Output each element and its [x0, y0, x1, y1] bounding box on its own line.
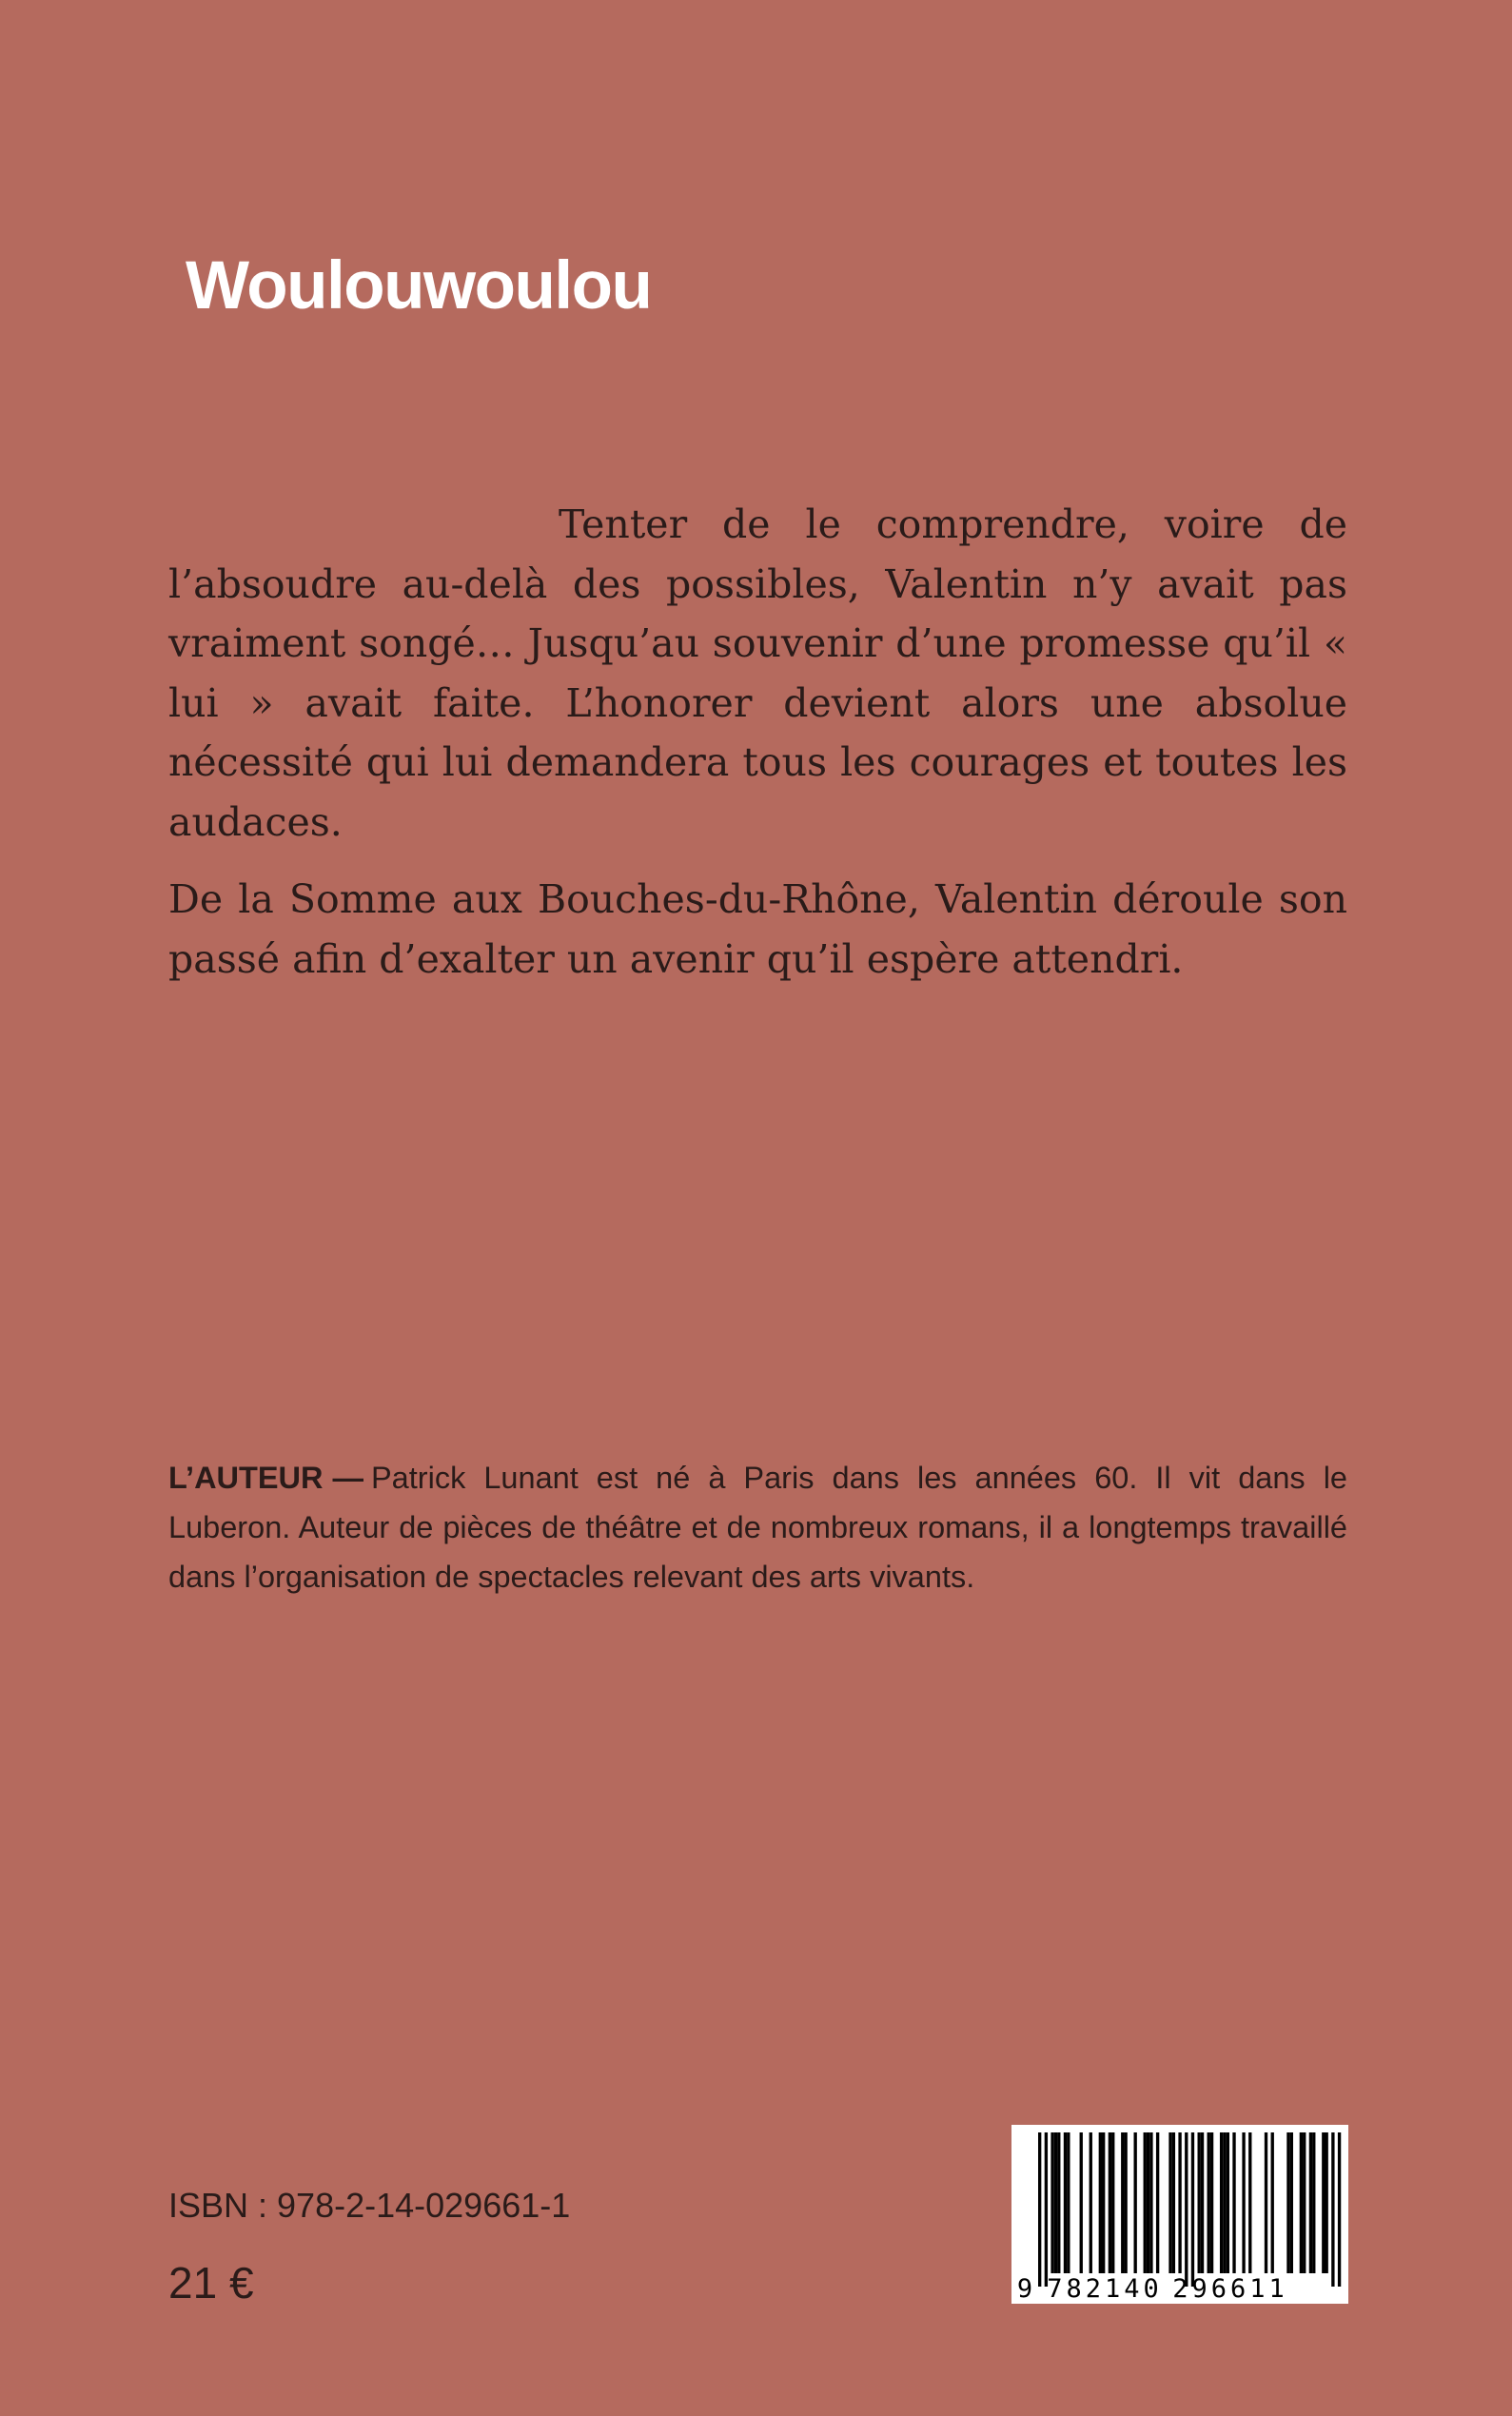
barcode-bar: [1124, 2132, 1127, 2273]
barcode-bar: [1051, 2132, 1053, 2273]
barcode-right-digits: 296611: [1172, 2274, 1288, 2304]
barcode-bar: [1156, 2132, 1159, 2273]
barcode-bar: [1168, 2132, 1171, 2273]
barcode-graphic: [1011, 2125, 1348, 2304]
barcode-first-digit: 9: [1016, 2274, 1033, 2304]
barcode-bar: [1331, 2132, 1334, 2287]
price-text: 21 €: [168, 2258, 254, 2308]
barcode-bar: [1045, 2132, 1048, 2287]
book-title: Woulouwoulou: [186, 248, 652, 324]
barcode-bar: [1185, 2132, 1188, 2287]
barcode-bar: [1064, 2132, 1067, 2273]
barcode-bars: [1038, 2132, 1341, 2287]
back-cover-blurb: [168, 495, 1347, 989]
barcode-bar: [1099, 2132, 1102, 2273]
barcode-bar: [1090, 2132, 1092, 2273]
barcode-bar: [1147, 2132, 1149, 2273]
barcode-bar: [1038, 2132, 1041, 2287]
barcode-bar: [1210, 2132, 1213, 2273]
barcode-bar: [1198, 2132, 1201, 2273]
barcode-bar: [1232, 2132, 1235, 2273]
barcode-bar: [1312, 2132, 1315, 2273]
barcode-bar: [1227, 2132, 1229, 2273]
barcode-bar: [1144, 2132, 1147, 2273]
barcode-bar: [1102, 2132, 1105, 2273]
blurb-paragraph-1: Tenter de le comprendre, voire de l’absoudre au-delà des possibles, Valentin n’y avait pas vraiment songé… Jusqu’au souvenir d’une promesse qu’il « lui » avait faite. L’honorer devient alors une absolue nécessité qui lui demandera tous les courages et toutes les audaces.: [168, 501, 1347, 845]
author-dash: —: [332, 1461, 363, 1495]
author-bio: Patrick Lunant est né à Paris dans les années 60. Il vit dans le Luberon. Auteur de pièces de théâtre et de nombreux romans, il a longtemps travaillé dans l’organisation de spectacles relevant des arts vivants.: [168, 1461, 1347, 1594]
barcode-bar: [1322, 2132, 1325, 2273]
barcode-bar: [1271, 2132, 1274, 2273]
barcode-bar: [1220, 2132, 1223, 2273]
barcode-bar: [1149, 2132, 1152, 2273]
barcode-bar: [1121, 2132, 1124, 2273]
author-label: L’AUTEUR: [168, 1461, 324, 1495]
barcode-bar: [1054, 2132, 1057, 2273]
barcode-bar: [1080, 2132, 1083, 2273]
barcode-bar: [1109, 2132, 1111, 2273]
barcode-bar: [1201, 2132, 1204, 2273]
barcode-bar: [1265, 2132, 1267, 2273]
barcode-bar: [1134, 2132, 1137, 2273]
barcode-bar: [1303, 2132, 1306, 2273]
barcode-bar: [1290, 2132, 1293, 2273]
isbn-barcode: [1011, 2125, 1348, 2304]
barcode-bar: [1191, 2132, 1194, 2287]
barcode-bar: [1057, 2132, 1060, 2273]
barcode-bar: [1325, 2132, 1328, 2273]
barcode-bar: [1309, 2132, 1312, 2273]
barcode-bar: [1248, 2132, 1251, 2273]
barcode-bar: [1208, 2132, 1210, 2273]
barcode-left-digits: 782140: [1047, 2274, 1163, 2304]
isbn-text: ISBN : 978-2-14-029661-1: [168, 2186, 571, 2225]
barcode-bar: [1223, 2132, 1226, 2273]
barcode-bar: [1111, 2132, 1114, 2273]
barcode-bar: [1172, 2132, 1175, 2273]
blurb-paragraph-2: De la Somme aux Bouches-du-Rhône, Valentin déroule son passé afin d’exalter un avenir qu’il espère attendri.: [168, 876, 1347, 982]
barcode-bar: [1300, 2132, 1303, 2273]
author-note: [168, 1453, 1347, 1601]
barcode-bar: [1286, 2132, 1289, 2273]
barcode-bar: [1338, 2132, 1341, 2287]
barcode-bar: [1067, 2132, 1070, 2273]
barcode-bar: [1178, 2132, 1181, 2273]
barcode-bar: [1242, 2132, 1245, 2273]
